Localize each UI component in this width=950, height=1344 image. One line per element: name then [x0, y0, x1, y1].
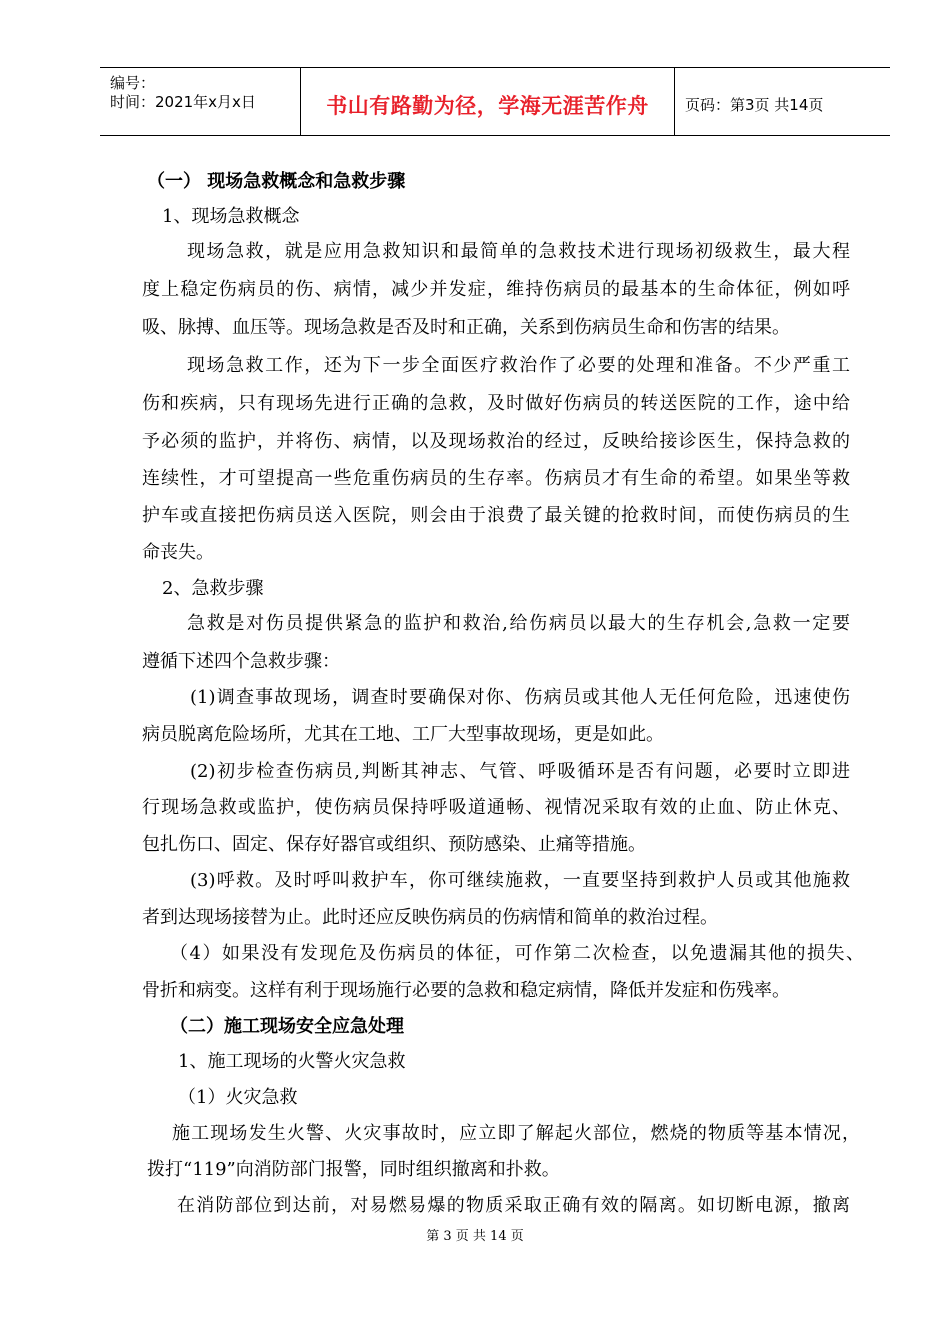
paragraph-line: (3)呼救。及时呼叫救护车，你可继续施救，一直要坚持到救护人员或其他施救 — [190, 870, 850, 891]
number-label: 编号： — [110, 74, 156, 92]
paragraph-line: 急救是对伤员提供紧急的监护和救治,给伤病员以最大的生存机会,急救一定要 — [187, 613, 850, 634]
header-page-cell — [675, 68, 890, 135]
header-meta-cell — [100, 68, 301, 135]
page-footer: 第 3 页 共 14 页 — [426, 1229, 524, 1244]
paragraph-line: 吸、脉搏、血压等。现场急救是否及时和正确，关系到伤病员生命和伤害的结果。 — [142, 317, 790, 338]
paragraph-line: 命丧失。 — [142, 542, 214, 563]
subsection-heading: 1、施工现场的火警火灾急救 — [178, 1051, 406, 1072]
paragraph-line: 者到达现场接替为止。此时还应反映伤病员的伤病情和简单的救治过程。 — [142, 907, 718, 928]
paragraph-line: 度上稳定伤病员的伤、病情，减少并发症，维持伤病员的最基本的生命体征，例如呼 — [142, 279, 850, 300]
paragraph-line: 遵循下述四个急救步骤： — [142, 651, 340, 672]
paragraph-line: (1)调查事故现场，调查时要确保对你、伤病员或其他人无任何危险，迅速使伤 — [190, 687, 850, 708]
paragraph-line: 拨打“119”向消防部门报警，同时组织撤离和扑救。 — [147, 1159, 560, 1180]
paragraph-line: 包扎伤口、固定、保存好器官或组织、预防感染、止痛等措施。 — [142, 834, 646, 855]
paragraph-line: 病员脱离危险场所，尤其在工地、工厂大型事故现场，更是如此。 — [142, 724, 664, 745]
paragraph-line: 在消防部位到达前，对易燃易爆的物质采取正确有效的隔离。如切断电源，撤离 — [177, 1195, 850, 1216]
paragraph-line: (2)初步检查伤病员,判断其神志、气管、呼吸循环是否有问题，必要时立即进 — [190, 761, 850, 782]
paragraph-line: 施工现场发生火警、火灾事故时，应立即了解起火部位，燃烧的物质等基本情况， — [172, 1123, 860, 1144]
page-info: 页码：第3页 共14页 — [685, 96, 824, 114]
paragraph-line: 连续性，才可望提高一些危重伤病员的生存率。伤病员才有生命的希望。如果坐等救 — [142, 468, 850, 489]
paragraph-line: 现场急救，就是应用急救知识和最简单的急救技术进行现场初级救生，最大程 — [187, 241, 850, 262]
subsection-heading: 2、急救步骤 — [162, 578, 264, 599]
section-heading: （一） 现场急救概念和急救步骤 — [147, 171, 406, 192]
paragraph-line: 予必须的监护，并将伤、病情，以及现场救治的经过，反映给接诊医生，保持急救的 — [142, 431, 850, 452]
subsection-heading: （1）火灾急救 — [178, 1087, 298, 1108]
header-motto-cell — [301, 68, 675, 135]
paragraph-line: 行现场急救或监护，使伤病员保持呼吸道通畅、视情况采取有效的止血、防止休克、 — [142, 797, 850, 818]
paragraph-line: 现场急救工作，还为下一步全面医疗救治作了必要的处理和准备。不少严重工 — [187, 355, 850, 376]
subsection-heading: 1、现场急救概念 — [162, 206, 300, 227]
paragraph-line: 护车或直接把伤病员送入医院，则会由于浪费了最关键的抢救时间，而使伤病员的生 — [142, 505, 850, 526]
paragraph-line: 伤和疾病，只有现场先进行正确的急救，及时做好伤病员的转送医院的工作，途中给 — [142, 393, 850, 414]
paragraph-line: （4）如果没有发现危及伤病员的体征，可作第二次检查，以免遗漏其他的损失、 — [170, 943, 864, 964]
time-label: 时间：2021年x月x日 — [110, 93, 256, 111]
motto-text: 书山有路勤为径，学海无涯苦作舟 — [326, 94, 649, 118]
document-header — [100, 67, 890, 136]
section-heading: （二）施工现场安全应急处理 — [170, 1016, 404, 1037]
paragraph-line: 骨折和病变。这样有利于现场施行必要的急救和稳定病情，降低并发症和伤残率。 — [142, 980, 790, 1001]
